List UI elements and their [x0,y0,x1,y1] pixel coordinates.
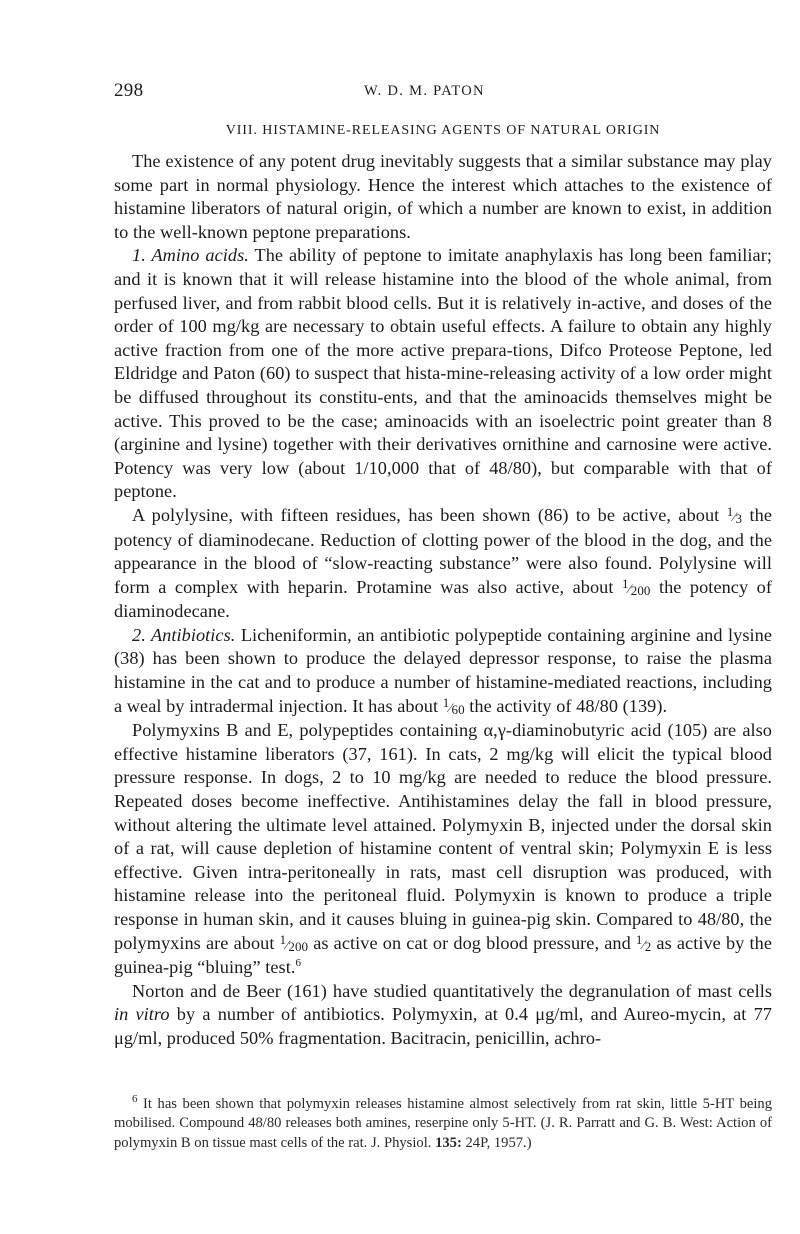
fraction-numerator: 1 [621,575,629,591]
paragraph-text: as active by the guinea-pig “bluing” test. [114,932,772,978]
footnote-volume: 135: [435,1134,462,1151]
subsection-heading: 1. Amino acids. [132,245,249,266]
page-number: 298 [114,80,144,101]
footnote-text [114,1095,772,1153]
paragraph-text: by a number of antibiotics. Polymyxin, at 0.4 μg/ml, and Aureo-mycin, at 77 μg/ml, produced 50% fragmentation. Bacitracin, penicillin, achro- [114,1004,772,1048]
fraction-denominator: 200 [630,582,651,598]
paragraph-text: as active on cat or dog blood pressure, and [308,932,636,953]
fraction-denominator: 3 [735,510,743,526]
paragraph-text: the potency of diaminodecane. Reduction of clotting power of the blood in the dog, and the appearance in the blood of “slow-reacting substance” were also found. Polylysine will form a complex with heparin. Protamine was also active, about [114,504,773,597]
fraction-denominator: 200 [288,938,309,954]
subsection-heading: 2. Antibiotics. [132,624,236,645]
paragraph [114,150,772,244]
paragraph-text: A polylysine, with fifteen residues, has been shown (86) to be active, about [132,504,727,525]
paragraph-antibiotics [114,624,772,719]
fraction: 1⁄3 [726,503,743,526]
paragraph-polylysine [114,504,772,624]
running-head: W. D. M. PATON [364,83,485,99]
paragraph-amino-acids [114,244,772,504]
footnote-marker: 6 [132,1093,138,1106]
paragraph-text: Licheniformin, an antibiotic polypeptide containing arginine and lysine (38) has been shown to produce the delayed depressor response, to raise the plasma histamine in the cat and to produce a number of histamine-mediated reactions, including a weal by intradermal injection. It has about [114,624,773,716]
fraction-numerator: 1 [635,931,643,947]
paragraph-polymyxins [114,719,772,980]
paragraph-text: Norton and de Beer (161) have studied quantitatively the degranulation of mast cells [132,980,772,1001]
paragraph-text: Polymyxins B and E, polypeptides containing α,γ-diaminobutyric acid (105) are also effective histamine liberators (37, 161). In cats, 2 mg/kg will elicit the typical blood pressure response. In dogs, 2 to 10 mg/kg are needed to reduce the blood pressure. Repeated doses become ineffective. Antihistamines delay the fall in blood pressure, without altering the ultimate level attained. Polymyxin B, injected under the dorsal skin of a rat, will cause depletion of histamine content of ventral skin; Polymyxin E is less effective. Given intra-peritoneally in rats, mast cell disruption was produced, with histamine release into the peritoneal fluid. Polymyxin is known to produce a triple response in human skin, and it causes bluing in guinea-pig skin. Compared to 48/80, the polymyxins are about [114,720,772,953]
fraction: 1⁄200 [621,575,651,598]
italic-text: in vitro [114,1004,170,1025]
paragraph-text: the activity of 48/80 (139). [464,695,668,716]
fraction: 1⁄60 [442,694,465,717]
fraction-numerator: 1 [279,931,287,947]
page-header [114,80,772,104]
fraction-numerator: 1 [726,503,734,519]
footnote-body: It has been shown that polymyxin releases histamine almost selectively from rat skin, little 5-HT being mobilised. Compound 48/80 releases both amines, reserpine only 5-HT. (J. R. Parratt and G. B. West: Action of polymyxin B on tissue mast cells of the rat. J. Physiol. [114,1096,772,1151]
paragraph-text: The ability of peptone to imitate anaphylaxis has long been familiar; and it is known that it will release histamine into the blood of the whole animal, from perfused liver, and from rabbit blood cells. But it is relatively in-active, and doses of the order of 100 mg/kg are necessary to obtain useful effects. A failure to obtain any highly active fraction from one of the more active prepara-tions, Difco Proteose Peptone, led Eldridge and Paton (60) to suspect that hista-mine-releasing activity of a low order might be diffused throughout its constitu-ents, and that the aminoacids themselves might be active. This proved to be the case; aminoacids with an isoelectric point greater than 8 (arginine and lysine) together with their derivatives ornithine and carnosine were active. Potency was very low (about 1/10,000 that of 48/80), but comparable with that of peptone. [114,245,772,502]
body-text [114,150,772,1051]
paragraph-text: the potency of diaminodecane. [114,576,772,622]
fraction-denominator: 2 [644,938,652,954]
footnote [114,1095,772,1153]
fraction-denominator: 60 [451,701,465,717]
paragraph-text: The existence of any potent drug inevitably suggests that a similar substance may play some part in normal physiology. Hence the interest which attaches to the existence of histamine liberators of natural origin, of which a number are known to exist, in addition to the well-known peptone preparations. [114,151,772,242]
paragraph-norton [114,980,772,1051]
fraction-numerator: 1 [442,694,450,710]
section-title: VIII. HISTAMINE-RELEASING AGENTS OF NATURAL ORIGIN [225,123,661,138]
footnote-body: 24P, 1957.) [461,1134,532,1151]
footnote-reference[interactable]: 6 [295,957,302,970]
fraction: 1⁄2 [635,931,652,954]
fraction: 1⁄200 [279,931,309,954]
